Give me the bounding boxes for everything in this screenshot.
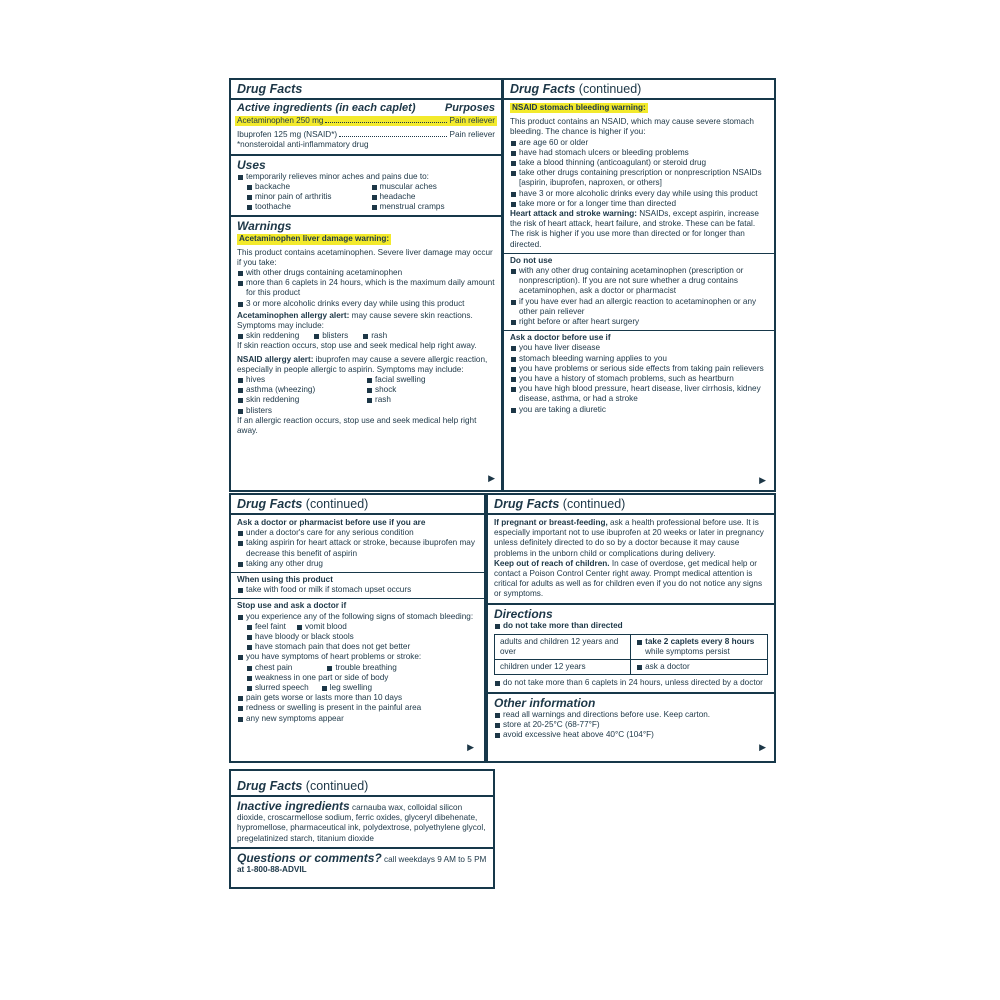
liver-warning-text: This product contains acetaminophen. Severe liver damage may occur if you take: — [237, 247, 493, 267]
questions-title: Questions or comments? — [237, 850, 382, 865]
ingredient-acetaminophen: Acetaminophen 250 mg — [237, 116, 324, 125]
directions-title: Directions — [494, 606, 553, 621]
bleeding-item: take more or for a longer time than directed — [510, 199, 768, 209]
bleeding-item: take a blood thinning (anticoagulant) or steroid drug — [510, 158, 768, 168]
bleeding-item: are age 60 or older — [510, 138, 768, 148]
symptom-item: blisters — [237, 406, 366, 416]
dosage-instruction: take 2 caplets every 8 hours — [636, 637, 754, 647]
ask-doctor-item: you are taking a diuretic — [510, 405, 768, 415]
panel-continued: (continued) — [305, 497, 369, 511]
when-using-title: When using this product — [237, 575, 333, 585]
do-not-use-item: right before or after heart surgery — [510, 317, 768, 327]
liver-warning-title: Acetaminophen liver damage warning: — [239, 234, 390, 244]
sign-item: trouble breathing — [326, 663, 396, 673]
footnote: *nonsteroidal anti-inflammatory drug — [237, 140, 369, 150]
nsaid-allergy-title: NSAID allergy alert: — [237, 354, 314, 364]
use-item: menstrual cramps — [371, 202, 496, 212]
stop-use-item: pain gets worse or lasts more than 10 days — [237, 693, 478, 703]
bleeding-item: have had stomach ulcers or bleeding problems — [510, 148, 768, 158]
symptom-item: asthma (wheezing) — [237, 385, 366, 395]
ingredient-ibuprofen: Ibuprofen 125 mg (NSAID*) — [237, 130, 338, 140]
when-using-item: take with food or milk if stomach upset occurs — [237, 585, 478, 595]
purposes-header: Purposes — [444, 102, 495, 114]
pregnant-title: If pregnant or breast-feeding, — [494, 518, 608, 527]
ask-doctor-item: you have problems or serious side effects from taking pain relievers — [510, 364, 768, 374]
warnings-title: Warnings — [237, 219, 292, 234]
stomach-bleeding-title: NSAID stomach bleeding warning: — [512, 103, 646, 112]
stop-use-title: Stop use and ask a doctor if — [237, 601, 347, 611]
panel-drug-facts-3 — [229, 493, 486, 763]
other-info-item: avoid excessive heat above 40°C (104°F) — [494, 730, 768, 740]
stop-use-item: redness or swelling is present in the painful area — [237, 703, 478, 713]
active-ingredients-header: Active ingredients (in each caplet) — [237, 102, 416, 114]
heart-warning-title: Heart attack and stroke warning: — [510, 209, 637, 219]
keep-out-text: In case of overdose, get medical help or contact a Poison Control Center right away. Prompt medical attention is critical for adults as well as for children even if you do not notice any signs or symptoms. — [494, 558, 763, 599]
continue-arrow-icon: ▶ — [759, 742, 766, 752]
liver-item: 3 or more alcoholic drinks every day while using this product — [237, 299, 495, 309]
other-info-title: Other information — [494, 695, 596, 710]
ask-pharmacist-item: taking aspirin for heart attack or stroke, because ibuprofen may decrease this benefit of aspirin — [237, 538, 478, 558]
ask-doctor-item: you have liver disease — [510, 343, 768, 353]
liver-item: more than 6 caplets in 24 hours, which is the maximum daily amount for this product — [237, 278, 495, 298]
other-info-item: read all warnings and directions before use. Keep carton. — [494, 710, 768, 720]
panel-continued: (continued) — [305, 779, 369, 793]
panel-drug-facts-1 — [229, 78, 503, 492]
symptom-item: shock — [366, 385, 495, 395]
questions-text: call weekdays 9 AM to 5 PM — [383, 854, 487, 864]
panel-drug-facts-4 — [486, 493, 776, 763]
do-not-use-title: Do not use — [510, 255, 553, 265]
panel-title: Drug Facts — [494, 497, 560, 511]
ask-doctor-item: you have a history of stomach problems, such as heartburn — [510, 374, 768, 384]
questions-phone: at 1-800-88-ADVIL — [237, 865, 307, 875]
ask-pharmacist-item: under a doctor's care for any serious condition — [237, 528, 478, 538]
acetaminophen-allergy-text: may cause severe skin reactions. Symptoms may include: — [237, 310, 473, 331]
continue-arrow-icon: ▶ — [759, 475, 766, 485]
uses-intro: temporarily relieves minor aches and pains due to: — [237, 172, 495, 182]
acetaminophen-allergy-title: Acetaminophen allergy alert: — [237, 310, 350, 320]
symptom-item: skin reddening — [237, 331, 299, 341]
continue-arrow-icon: ▶ — [467, 742, 474, 752]
sign-item: leg swelling — [321, 683, 372, 693]
do-not-use-item: with any other drug containing acetaminophen (prescription or nonprescription). If you are not sure whether a drug contains acetaminophen, ask a doctor or pharmacist — [510, 266, 768, 297]
symptom-item: hives — [237, 375, 366, 385]
inactive-ingredients-text: carnauba wax, colloidal silicon dioxide, croscarmellose sodium, ferric oxides, glyceryl dibehenate, hypromellose, pharmaceutical ink, polydextrose, polyethylene glycol, pregelatinized starch, titanium dioxide — [237, 803, 486, 843]
other-info-item: store at 20-25°C (68-77°F) — [494, 720, 768, 730]
sign-item: weakness in one part or side of body — [246, 673, 478, 683]
pregnant-text: ask a health professional before use. It is especially important not to use ibuprofen at 20 weeks or later in pregnancy unless definitely directed to do so by a doctor because it may cause problems in the unborn child or complications during delivery. — [494, 518, 764, 558]
panel-title: Drug Facts — [237, 779, 303, 793]
directions-last: do not take more than 6 caplets in 24 hours, unless directed by a doctor — [494, 678, 768, 688]
sign-item: chest pain — [246, 663, 292, 673]
directions-first: do not take more than directed — [494, 621, 768, 631]
dosage-who: children under 12 years — [495, 660, 631, 674]
nsaid-allergy-text: ibuprofen may cause a severe allergic reaction, especially in people allergic to aspirin. Symptoms may include: — [237, 354, 488, 374]
sign-item: have bloody or black stools — [246, 632, 478, 642]
do-not-use-item: if you have ever had an allergic reaction to acetaminophen or any other pain reliever — [510, 297, 768, 317]
dosage-who: adults and children 12 years and over — [495, 635, 631, 659]
uses-title: Uses — [237, 157, 266, 172]
panel-continued: (continued) — [578, 82, 642, 96]
panel-title: Drug Facts — [237, 82, 303, 96]
symptom-item: rash — [362, 331, 387, 341]
directions-table — [494, 634, 768, 676]
nsaid-allergy-after: If an allergic reaction occurs, stop use and seek medical help right away. — [237, 415, 477, 436]
use-item: toothache — [246, 202, 371, 212]
bleeding-item: have 3 or more alcoholic drinks every day while using this product — [510, 189, 768, 199]
acetaminophen-allergy-after: If skin reaction occurs, stop use and seek medical help right away. — [237, 341, 477, 351]
stomach-bleeding-text: This product contains an NSAID, which may cause severe stomach bleeding. The chance is higher if you: — [510, 117, 754, 137]
panel-continued: (continued) — [562, 497, 626, 511]
panel-drug-facts-5 — [229, 769, 495, 889]
symptom-item: skin reddening — [237, 395, 366, 405]
heart-warning-text: NSAIDs, except aspirin, increase the risk of heart attack, heart failure, and stroke. These can be fatal. The risk is higher if you use more than directed or for longer than directed. — [510, 209, 759, 249]
ask-doctor-title: Ask a doctor before use if — [510, 333, 611, 343]
ask-doctor-item: you have high blood pressure, heart disease, liver cirrhosis, kidney disease, asthma, or had a stroke — [510, 384, 768, 404]
sign-item: have stomach pain that does not get better — [246, 642, 478, 652]
panel-drug-facts-2 — [502, 78, 776, 492]
sign-item: feel faint — [246, 622, 286, 632]
purpose-ibuprofen: Pain reliever — [449, 130, 495, 140]
stop-use-item: any new symptoms appear — [237, 714, 478, 724]
use-item: muscular aches — [371, 182, 496, 192]
panel-title: Drug Facts — [237, 497, 303, 511]
keep-out-title: Keep out of reach of children. — [494, 558, 610, 568]
continue-arrow-icon: ▶ — [488, 473, 495, 483]
dosage-instruction: ask a doctor — [636, 662, 690, 672]
ask-pharmacist-item: taking any other drug — [237, 559, 478, 569]
dosage-instruction-note: while symptoms persist — [645, 647, 730, 657]
use-item: backache — [246, 182, 371, 192]
symptom-item: blisters — [313, 331, 348, 341]
symptom-item: facial swelling — [366, 375, 495, 385]
sign-item: slurred speech — [246, 683, 309, 693]
inactive-ingredients-title: Inactive ingredients — [237, 799, 350, 813]
panel-title: Drug Facts — [510, 82, 576, 96]
stop-use-item: you experience any of the following signs of stomach bleeding: — [237, 612, 478, 622]
sign-item: vomit blood — [296, 622, 347, 632]
use-item: minor pain of arthritis — [246, 192, 371, 202]
use-item: headache — [371, 192, 496, 202]
ask-pharmacist-title: Ask a doctor or pharmacist before use if you are — [237, 518, 426, 527]
purpose-acetaminophen: Pain reliever — [449, 116, 495, 125]
stop-use-item: you have symptoms of heart problems or stroke: — [237, 652, 478, 662]
symptom-item: rash — [366, 395, 495, 405]
bleeding-item: take other drugs containing prescription or nonprescription NSAIDs [aspirin, ibuprofen, naproxen, or others] — [510, 168, 768, 188]
liver-item: with other drugs containing acetaminophen — [237, 268, 495, 278]
ask-doctor-item: stomach bleeding warning applies to you — [510, 354, 768, 364]
